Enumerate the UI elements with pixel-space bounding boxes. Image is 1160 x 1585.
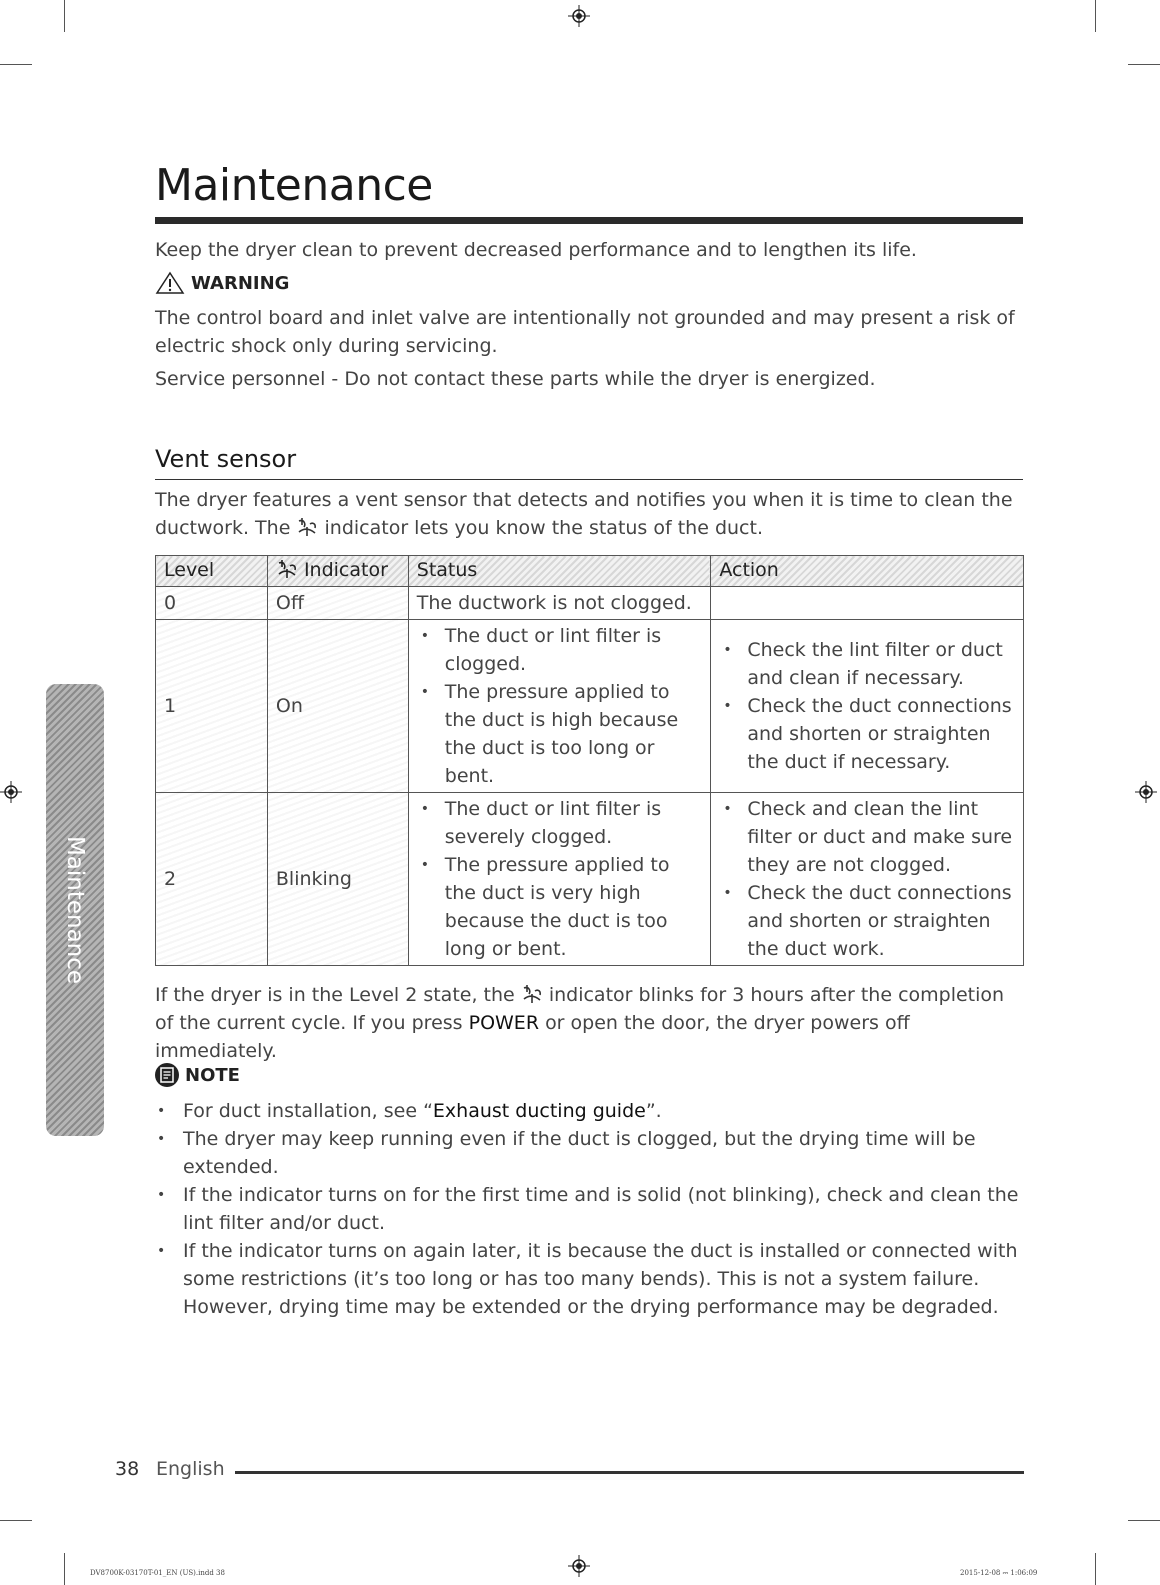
section-heading: Vent sensor (155, 445, 297, 473)
warning-triangle-icon (155, 271, 185, 295)
warning-text: Service personnel - Do not contact these parts while the dryer is energized. (155, 368, 876, 390)
list-item: • Check the lint filter or duct and clean if necessary. (719, 636, 1015, 692)
list-item: • If the indicator turns on again later, it is because the duct is installed or connected with some restrictions (it’s too long or has too many bends). This is not a system failure. However, drying time may be extended or the drying performance may be degraded. (155, 1237, 1025, 1321)
indicator-cell: On (267, 620, 408, 793)
vent-sensor-icon (276, 558, 298, 580)
action-cell (711, 793, 1024, 966)
level-cell: 2 (156, 793, 268, 966)
indicator-cell: Blinking (267, 793, 408, 966)
crop-mark (1095, 1553, 1096, 1585)
table-row (156, 587, 1024, 620)
indicator-header-label: Indicator (303, 559, 388, 581)
column-header-indicator (267, 556, 408, 587)
note-text-part: For duct installation, see “ (183, 1100, 433, 1122)
paragraph-part: indicator blinks for 3 hours after the completion of the current cycle. If you press (155, 984, 1005, 1034)
registration-mark-icon (568, 1555, 590, 1577)
level-cell: 1 (156, 620, 268, 793)
status-cell (408, 620, 711, 793)
action-cell (711, 587, 1024, 620)
registration-mark-icon (0, 781, 22, 803)
note-label: NOTE (185, 1064, 240, 1086)
intro-text-part: The dryer features a vent sensor that detects and notifies you when it is time to clean the ductwork. The (155, 489, 1013, 539)
list-item: • The pressure applied to the duct is very high because the duct is too long or bent. (417, 851, 703, 963)
intro-text: Keep the dryer clean to prevent decreased performance and to lengthen its life. (155, 239, 917, 261)
list-item: • Check the duct connections and shorten or straighten the duct work. (719, 879, 1015, 963)
registration-mark-icon (1135, 781, 1157, 803)
title-rule (155, 217, 1023, 224)
power-button-label: POWER (468, 1012, 540, 1034)
crop-mark (1095, 0, 1096, 32)
level-2-paragraph (155, 981, 1025, 1065)
print-slug-right: 2015-12-08 ⎓ 1:06:09 (960, 1569, 1038, 1577)
crop-mark (1128, 64, 1160, 65)
footer-rule (235, 1471, 1024, 1474)
vent-sensor-icon (521, 983, 543, 1005)
table-row (156, 793, 1024, 966)
level-cell: 0 (156, 587, 268, 620)
intro-text-part: indicator lets you know the status of the duct. (324, 517, 763, 539)
note-heading (155, 1063, 240, 1087)
status-cell: The ductwork is not clogged. (408, 587, 711, 620)
column-header-level: Level (156, 556, 268, 587)
column-header-status: Status (408, 556, 711, 587)
list-item: • Check and clean the lint filter or duct and make sure they are not clogged. (719, 795, 1015, 879)
crop-mark (0, 1520, 32, 1521)
registration-mark-icon (568, 5, 590, 27)
list-item: • If the indicator turns on for the first time and is solid (not blinking), check and clean the lint filter and/or duct. (155, 1181, 1025, 1237)
print-slug-left: DV8700K-03170T-01_EN (US).indd 38 (90, 1569, 225, 1577)
crop-mark (64, 1553, 65, 1585)
list-item: • Check the duct connections and shorten or straighten the duct if necessary. (719, 692, 1015, 776)
section-rule (155, 479, 1023, 480)
page-number: 38 (115, 1458, 140, 1480)
exhaust-ducting-guide-link[interactable]: Exhaust ducting guide (432, 1100, 646, 1122)
note-text-part: ”. (645, 1100, 662, 1122)
side-tab-label: Maintenance (62, 835, 88, 985)
table-header-row (156, 556, 1024, 587)
action-cell (711, 620, 1024, 793)
paragraph-part: If the dryer is in the Level 2 state, the (155, 984, 515, 1006)
vent-sensor-intro (155, 486, 1025, 542)
list-item: • The duct or lint filter is clogged. (417, 622, 703, 678)
crop-mark (1128, 1520, 1160, 1521)
status-cell (408, 793, 711, 966)
list-item (155, 1097, 1025, 1125)
warning-label: WARNING (191, 272, 290, 294)
warning-text: The control board and inlet valve are intentionally not grounded and may present a risk of electric shock only during servicing. (155, 307, 1015, 357)
vent-sensor-icon (296, 516, 318, 538)
side-chapter-tab (46, 684, 104, 1136)
crop-mark (64, 0, 65, 32)
table-row (156, 620, 1024, 793)
page-title: Maintenance (155, 160, 433, 211)
paragraph-part: or open the door, the dryer powers off immediately. (155, 1012, 910, 1062)
vent-sensor-table (155, 555, 1024, 966)
list-item: • The pressure applied to the duct is high because the duct is too long or bent. (417, 678, 703, 790)
list-item: • The duct or lint filter is severely clogged. (417, 795, 703, 851)
footer-language: English (156, 1458, 225, 1480)
column-header-action: Action (711, 556, 1024, 587)
warning-heading (155, 271, 289, 295)
list-item: • The dryer may keep running even if the duct is clogged, but the drying time will be extended. (155, 1125, 1025, 1181)
note-list (155, 1097, 1025, 1321)
note-icon (155, 1063, 179, 1087)
crop-mark (0, 64, 32, 65)
indicator-cell: Off (267, 587, 408, 620)
